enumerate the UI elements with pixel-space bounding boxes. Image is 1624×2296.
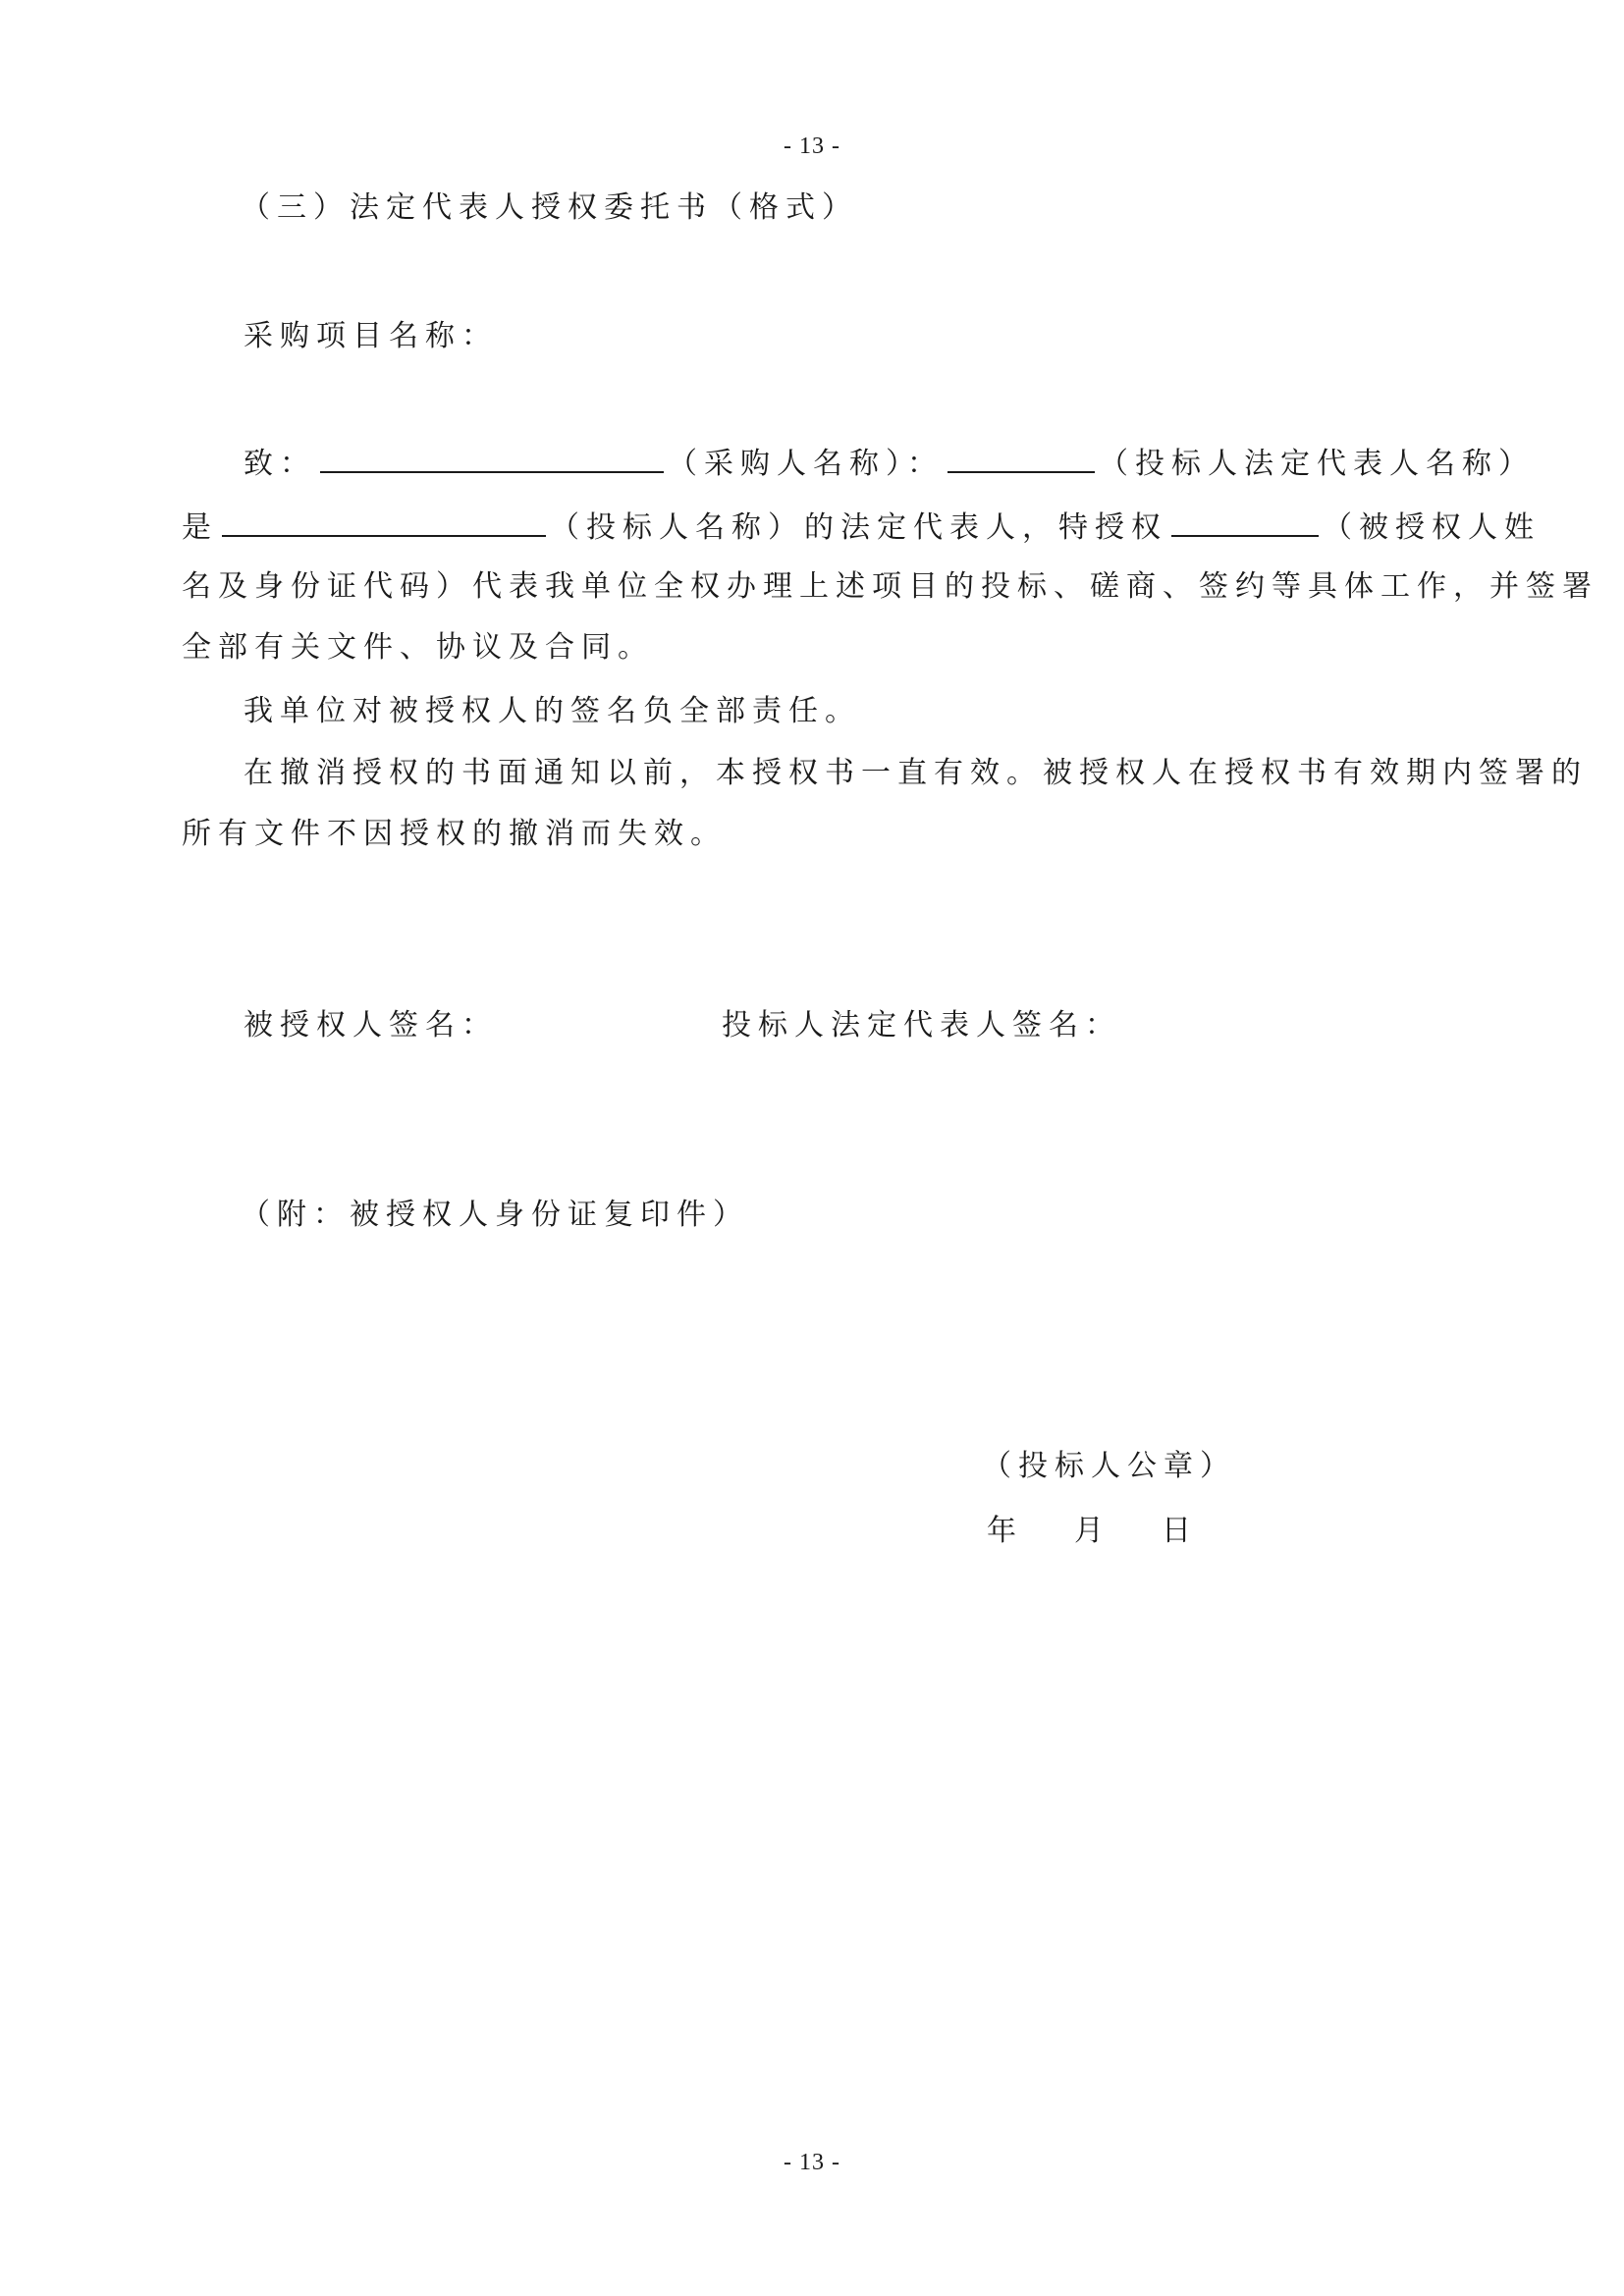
- authorized-signature-label: 被授权人签名：: [244, 1008, 498, 1042]
- date-day: 日: [1162, 1514, 1198, 1548]
- page-number-bottom: - 13 -: [784, 2150, 840, 2175]
- legal-rep-name-blank: [947, 442, 1095, 473]
- attachment-note: （附：被授权人身份证复印件）: [241, 1198, 749, 1232]
- is-label: 是: [182, 510, 218, 545]
- legal-rep-signature-label: 投标人法定代表人签名：: [722, 1008, 1121, 1042]
- date-year: 年: [987, 1514, 1023, 1548]
- bidder-seal-label: （投标人公章）: [982, 1449, 1236, 1483]
- purchaser-name-label: （采购人名称）：: [668, 447, 944, 481]
- page-number-top: - 13 -: [784, 133, 840, 159]
- para2: 我单位对被授权人的签名负全部责任。: [244, 694, 861, 728]
- date-line: [987, 1512, 1198, 1551]
- para3-line1: 在撤消授权的书面通知以前，本授权书一直有效。被授权人在授权书有效期内签署的: [244, 756, 1588, 790]
- bidder-name-blank: [222, 506, 546, 537]
- project-name-label: 采购项目名称：: [244, 319, 498, 353]
- date-month: 月: [1074, 1514, 1110, 1548]
- para1-line3: 名及身份证代码）代表我单位全权办理上述项目的投标、磋商、签约等具体工作，并签署: [182, 569, 1598, 604]
- para1-line1: [244, 442, 1535, 484]
- legal-rep-name-label: （投标人法定代表人名称）: [1099, 447, 1535, 481]
- authorized-tail-label: （被授权人姓: [1323, 510, 1541, 545]
- para1-line4: 全部有关文件、协议及合同。: [182, 630, 654, 665]
- to-label: 致：: [244, 447, 316, 481]
- para1-line2: [182, 506, 1541, 548]
- section-title: （三）法定代表人授权委托书（格式）: [241, 190, 858, 225]
- authorized-person-blank: [1171, 506, 1319, 537]
- bidder-name-label: （投标人名称）的法定代表人，特授权: [550, 510, 1167, 545]
- para3-line2: 所有文件不因授权的撤消而失效。: [182, 817, 727, 851]
- purchaser-name-blank: [320, 442, 664, 473]
